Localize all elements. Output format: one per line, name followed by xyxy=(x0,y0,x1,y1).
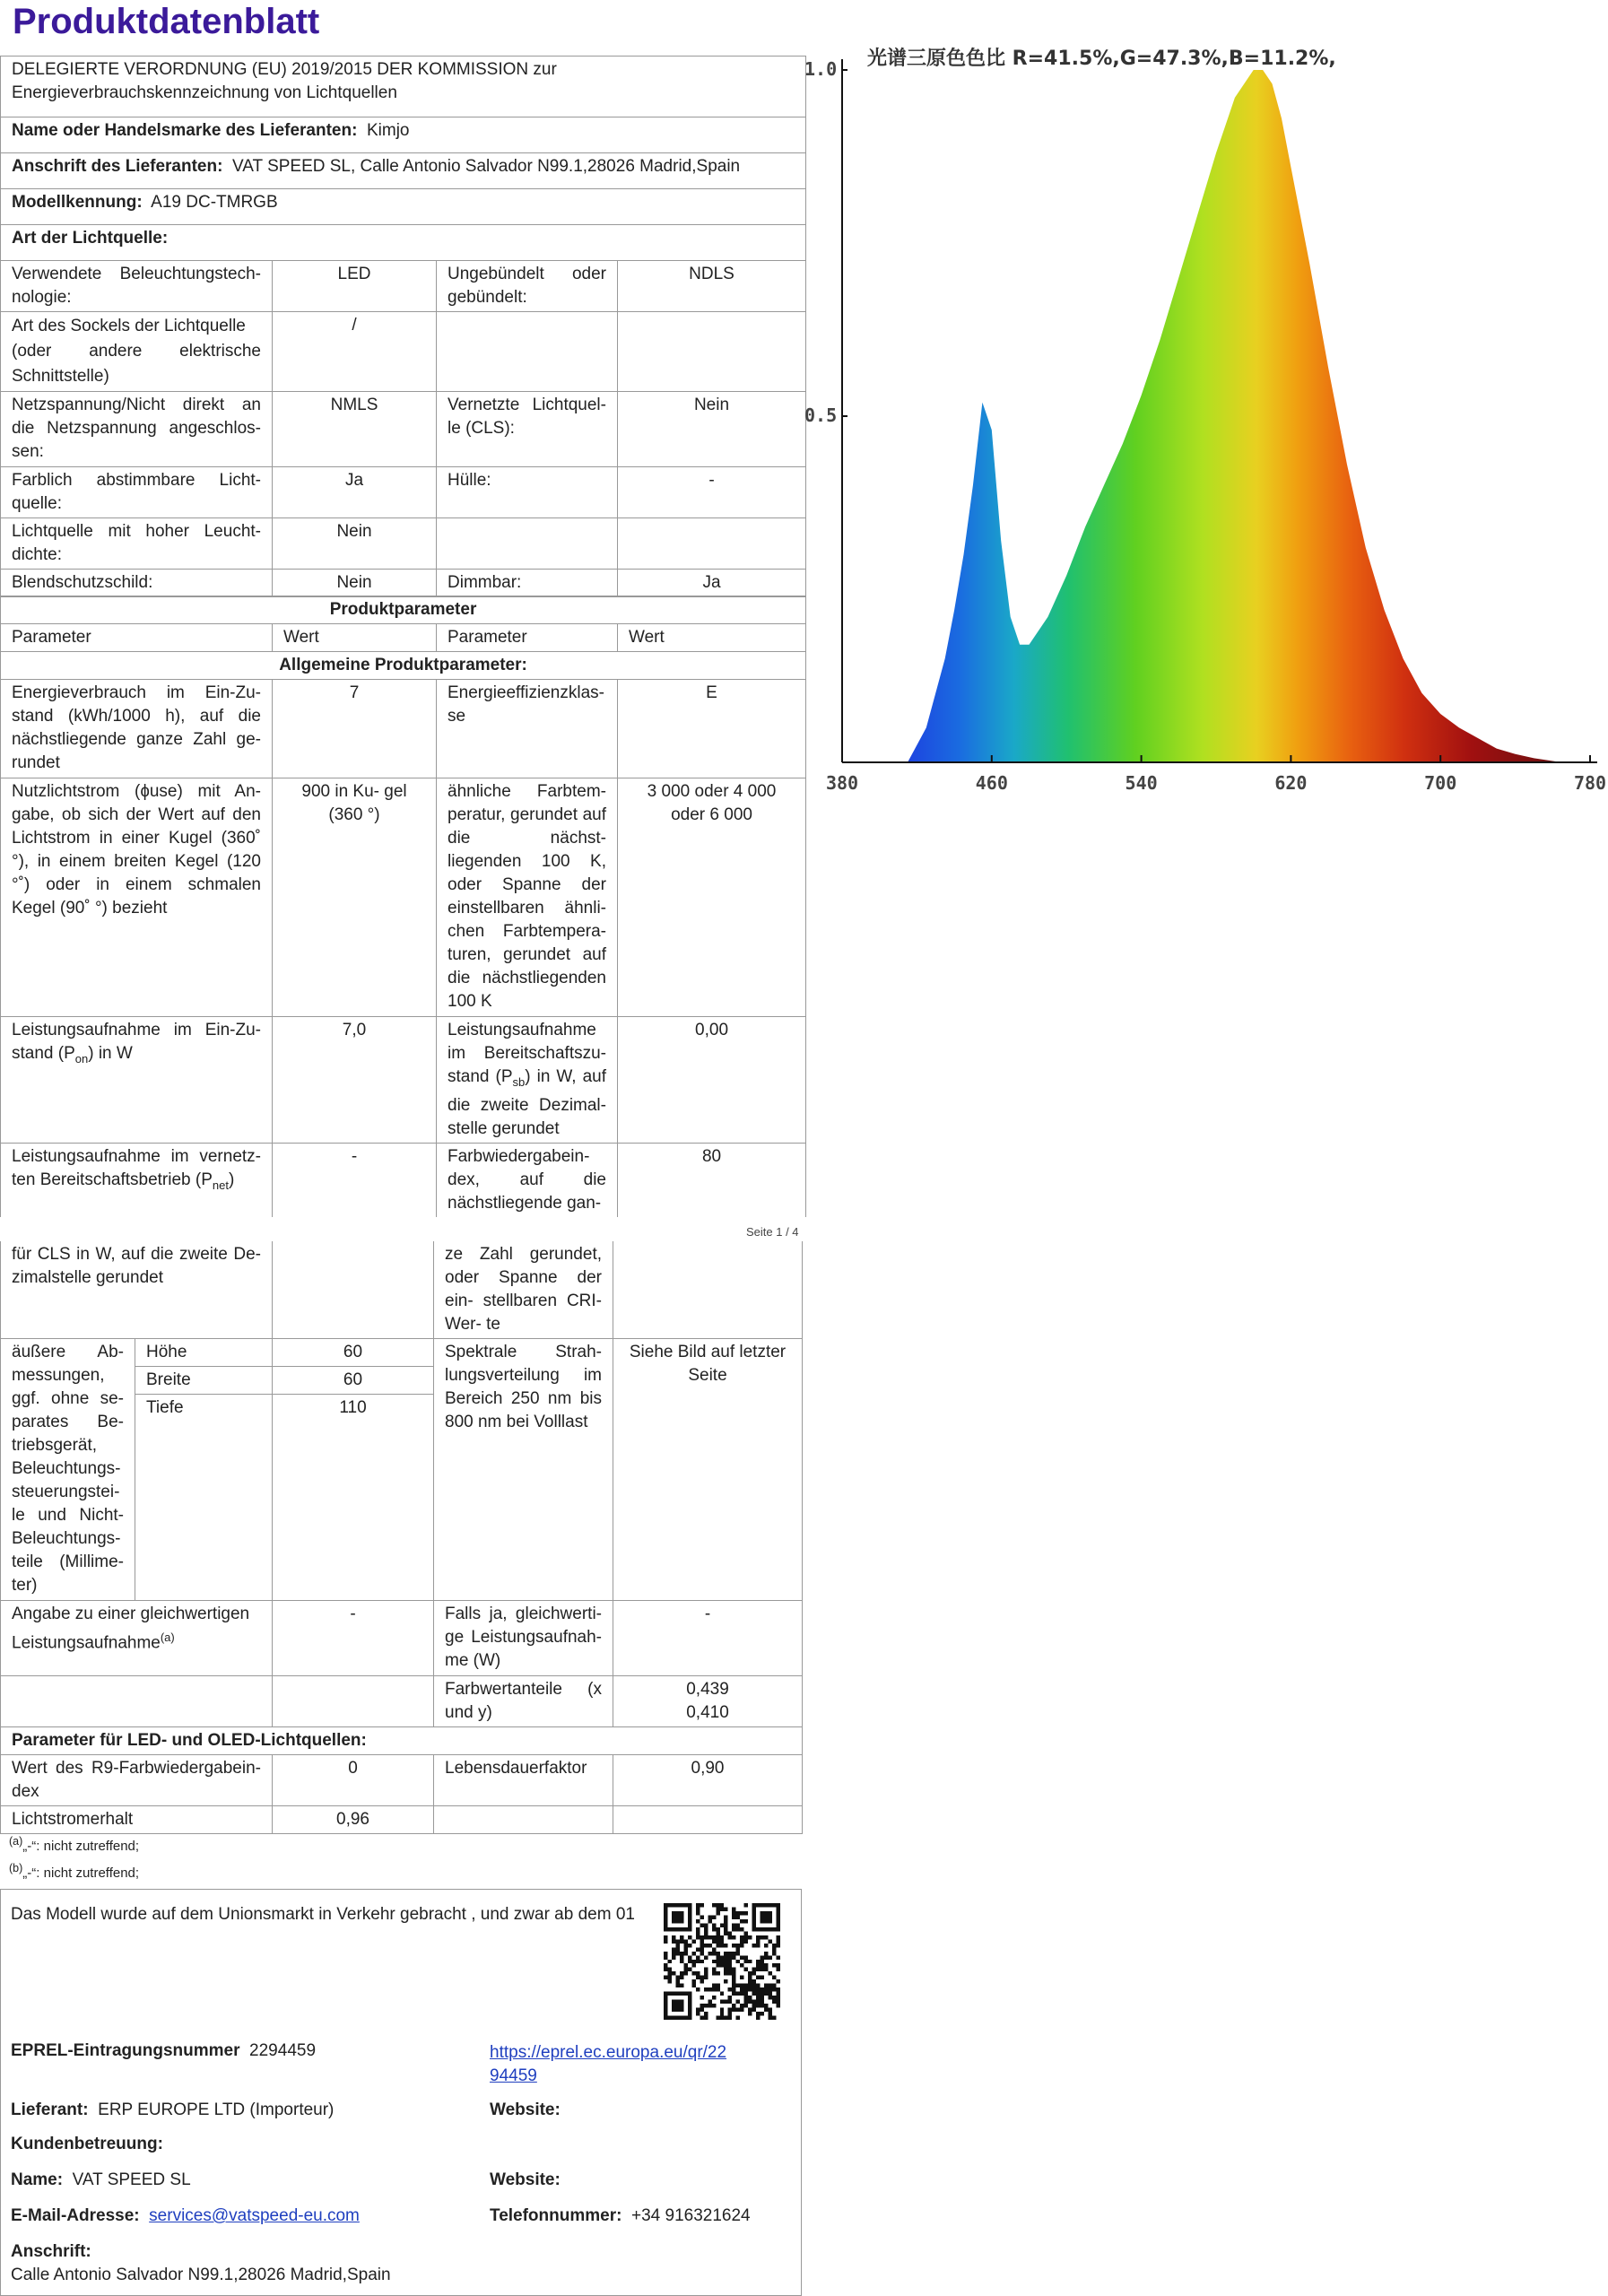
params-table-2 xyxy=(0,1241,803,1834)
lieferant-row xyxy=(11,2100,334,2120)
email-link[interactable]: services@vatspeed-eu.com xyxy=(149,2206,360,2225)
param-label: Wert des R9-Farbwiedergabein- dex xyxy=(1,1755,273,1806)
y-tick-label: 1.0 xyxy=(804,58,838,80)
param-value: - xyxy=(273,1601,434,1676)
footnote xyxy=(9,1835,139,1854)
type-label: Hülle: xyxy=(437,467,618,518)
phone-row xyxy=(490,2206,751,2226)
supplier-name-label: Name oder Handelsmarke des Lieferanten: xyxy=(12,121,358,140)
type-label: Vernetzte Lichtquel- le (CLS): xyxy=(437,392,618,467)
param-label: ähnliche Farbtem- peratur, gerundet auf die nächst- liegenden 100 K, oder Spanne der einstellbaren ähnli- chen Farbtempera- turen, gerundet auf die nächstliegenden 100 K xyxy=(437,778,618,1017)
model-label: Modellkennung: xyxy=(12,193,143,212)
email-row xyxy=(11,2206,360,2226)
dim-label: Tiefe xyxy=(135,1395,273,1601)
param-value: 80 xyxy=(618,1143,806,1217)
param-label xyxy=(437,1017,618,1144)
type-heading: Art der Lichtquelle: xyxy=(1,225,806,261)
eprel-row xyxy=(11,2041,316,2061)
param-label: Nutzlichtstrom (ɸuse) mit An- gabe, ob sich der Wert auf den Lichtstrom in einer Kugel (360˚ °), in einem breiten Kegel (120 °˚) oder in einem schmalen Kegel (90˚ °) bezieht xyxy=(1,778,273,1017)
type-value: Nein xyxy=(273,570,437,597)
type-label: Farblich abstimmbare Licht- quelle: xyxy=(1,467,273,518)
param-value: 0,00 xyxy=(618,1017,806,1144)
param-label: Spektrale Strah- lungsverteilung im Bereich 250 nm bis 800 nm bei Volllast xyxy=(434,1339,613,1601)
x-tick-label: 380 xyxy=(825,772,859,794)
xy-x: 0,439 xyxy=(686,1680,729,1699)
type-value: Ja xyxy=(618,570,806,597)
general-heading: Allgemeine Produktparameter: xyxy=(1,652,806,680)
type-table xyxy=(0,260,806,597)
market-text: Das Modell wurde auf dem Unionsmarkt in Verkehr gebracht , und zwar ab dem 01 xyxy=(11,1905,635,1924)
footnote-marker: (b) xyxy=(9,1862,23,1874)
type-label: Dimmbar: xyxy=(437,570,618,597)
type-value: Nein xyxy=(618,392,806,467)
param-label: Energieverbrauch im Ein-Zu- stand (kWh/1000 h), auf die nächstliegende ganze Zahl ge- rundet xyxy=(1,680,273,778)
params-table-1 xyxy=(0,596,806,1217)
website-label: Website: xyxy=(490,2170,561,2189)
supplier-name: Kimjo xyxy=(366,121,410,140)
phone-label: Telefonnummer: xyxy=(490,2206,622,2225)
type-row xyxy=(1,570,806,597)
x-tick-label: 780 xyxy=(1573,772,1607,794)
type-value: Nein xyxy=(273,518,437,570)
param-label xyxy=(1,1601,273,1676)
address-row xyxy=(1,153,806,189)
param-label xyxy=(1,1017,273,1144)
param-value xyxy=(613,1676,803,1727)
lieferant-value: ERP EUROPE LTD (Importeur) xyxy=(98,2100,335,2119)
qr-code-icon xyxy=(664,1903,780,2020)
param-value: - xyxy=(613,1601,803,1676)
xy-y: 0,410 xyxy=(686,1703,729,1722)
param-label: Lebensdauerfaktor xyxy=(434,1755,613,1806)
x-tick-label: 620 xyxy=(1274,772,1308,794)
x-tick-label: 540 xyxy=(1125,772,1158,794)
spectrum-chart xyxy=(803,13,1608,802)
footnote xyxy=(9,1862,139,1881)
param-value: E xyxy=(618,680,806,778)
type-label: Netzspannung/Nicht direkt an die Netzspannung angeschlos- sen: xyxy=(1,392,273,467)
param-label xyxy=(1,1676,273,1727)
x-tick-label: 700 xyxy=(1424,772,1457,794)
pnet-sub: net xyxy=(212,1178,229,1192)
model-row xyxy=(1,189,806,225)
psb-sub: sb xyxy=(512,1074,526,1089)
spectrum-area xyxy=(908,70,1562,762)
eprel-label: EPREL-Eintragungsnummer xyxy=(11,2041,240,2060)
param-value xyxy=(273,1241,434,1339)
email-label: E-Mail-Adresse: xyxy=(11,2206,140,2225)
eprel-link[interactable] xyxy=(490,2041,726,2088)
param-value xyxy=(273,1676,434,1727)
supplier-name-row xyxy=(1,117,806,153)
footnote-text: „-“: nicht zutreffend; xyxy=(22,1866,140,1881)
type-row xyxy=(1,261,806,312)
param-label: Energieeffizienzklas- se xyxy=(437,680,618,778)
psb-text: ) in W, auf die zweite Dezimal- stelle gerundet xyxy=(448,1067,607,1138)
address: VAT SPEED SL, Calle Antonio Salvador N99.1,28026 Madrid,Spain xyxy=(232,157,741,176)
param-value: 0,96 xyxy=(273,1806,434,1834)
type-row xyxy=(1,518,806,570)
param-value: 7 xyxy=(273,680,437,778)
eprel-link-line[interactable]: https://eprel.ec.europa.eu/qr/22 xyxy=(490,2043,727,2062)
phone-value: +34 916321624 xyxy=(631,2206,751,2225)
chart-title: 光谱三原色色比 R=41.5%,G=47.3%,B=11.2%, xyxy=(867,48,1336,70)
params-heading: Produktparameter xyxy=(1,596,806,624)
website-label: Website: xyxy=(490,2100,561,2119)
param-value xyxy=(613,1241,803,1339)
type-label xyxy=(437,312,618,392)
pnet-text: Leistungsaufnahme im vernetz- ten Bereitschaftsbetrieb (P xyxy=(12,1146,261,1189)
address-label: Anschrift des Lieferanten: xyxy=(12,157,223,176)
equiv-sup: (a) xyxy=(160,1631,175,1644)
regulation-text: DELEGIERTE VERORDNUNG (EU) 2019/2015 DER KOMMISSION zur Energieverbrauchskennzeichnung von Lichtquellen xyxy=(1,57,806,117)
type-value: NDLS xyxy=(618,261,806,312)
kunden-label: Kundenbetreuung: xyxy=(11,2135,163,2153)
param-label xyxy=(434,1806,613,1834)
type-label xyxy=(437,518,618,570)
pon-sub: on xyxy=(74,1051,89,1065)
type-label: Verwendete Beleuchtungstech- nologie: xyxy=(1,261,273,312)
type-label: Art des Sockels der Lichtquelle (oder andere elektrische Schnittstelle) xyxy=(1,312,273,392)
param-value: 3 000 oder 4 000 oder 6 000 xyxy=(618,778,806,1017)
anschrift-value: Calle Antonio Salvador N99.1,28026 Madrid,Spain xyxy=(11,2266,391,2284)
x-tick-label: 460 xyxy=(975,772,1008,794)
param-value: 0 xyxy=(273,1755,434,1806)
psb-text: Leistungsaufnahme im Bereitschaftszu- stand (P xyxy=(448,1021,606,1086)
equiv-text: Angabe zu einer gleichwertigen Leistungsaufnahme xyxy=(12,1605,250,1653)
page-title: Produktdatenblatt xyxy=(13,2,320,41)
lieferant-label: Lieferant: xyxy=(11,2100,89,2119)
type-row xyxy=(1,392,806,467)
led-heading: Parameter für LED- und OLED-Lichtquellen: xyxy=(1,1727,803,1755)
type-value xyxy=(618,518,806,570)
name-label: Name: xyxy=(11,2170,64,2189)
name-row xyxy=(11,2170,191,2190)
col-header: Wert xyxy=(618,624,806,652)
type-row xyxy=(1,467,806,518)
param-value: 0,90 xyxy=(613,1755,803,1806)
type-row xyxy=(1,312,806,392)
param-label: Lichtstromerhalt xyxy=(1,1806,273,1834)
param-label: Falls ja, gleichwerti- ge Leistungsaufnah- me (W) xyxy=(434,1601,613,1676)
header-table xyxy=(0,56,806,261)
type-label: Ungebündelt oder gebündelt: xyxy=(437,261,618,312)
pnet-text: ) xyxy=(228,1170,235,1189)
param-label xyxy=(1,1143,273,1217)
footnote-text: „-“: nicht zutreffend; xyxy=(22,1839,140,1854)
type-value: Ja xyxy=(273,467,437,518)
type-value: - xyxy=(618,467,806,518)
dim-value: 60 xyxy=(273,1367,434,1395)
dim-label: Höhe xyxy=(135,1339,273,1367)
param-label: ze Zahl gerundet, oder Spanne der ein- stellbaren CRI-Wer- te xyxy=(434,1241,613,1339)
param-value xyxy=(613,1806,803,1834)
name-value: VAT SPEED SL xyxy=(72,2170,191,2189)
eprel-value: 2294459 xyxy=(249,2041,317,2060)
dim-label: Breite xyxy=(135,1367,273,1395)
col-header: Parameter xyxy=(437,624,618,652)
param-value: 7,0 xyxy=(273,1017,437,1144)
param-label: Farbwiedergabein- dex, auf die nächstliegende gan- xyxy=(437,1143,618,1217)
col-header: Parameter xyxy=(1,624,273,652)
model: A19 DC-TMRGB xyxy=(151,193,278,212)
pon-text: Leistungsaufnahme im Ein-Zu- stand (P xyxy=(12,1021,261,1063)
type-label: Lichtquelle mit hoher Leucht- dichte: xyxy=(1,518,273,570)
footnote-marker: (a) xyxy=(9,1835,23,1848)
type-value xyxy=(618,312,806,392)
param-label: für CLS in W, auf die zweite De- zimalstelle gerundet xyxy=(1,1241,273,1339)
type-value: LED xyxy=(273,261,437,312)
type-value: NMLS xyxy=(273,392,437,467)
col-header: Wert xyxy=(273,624,437,652)
dimensions-label: äußere Ab- messungen, ggf. ohne se- parates Be- triebsgerät, Beleuchtungs- steuerungstei- le und Nicht- Beleuchtungs- teile (Millime- ter) xyxy=(1,1339,135,1601)
type-value: / xyxy=(273,312,437,392)
y-tick-label: 0.5 xyxy=(804,404,838,426)
eprel-link-line[interactable]: 94459 xyxy=(490,2066,537,2085)
dim-value: 60 xyxy=(273,1339,434,1367)
param-value: Siehe Bild auf letzter Seite xyxy=(613,1339,803,1601)
pon-text: ) in W xyxy=(88,1044,133,1063)
dim-value: 110 xyxy=(273,1395,434,1601)
anschrift-label: Anschrift: xyxy=(11,2242,91,2261)
param-label: Farbwertanteile (x und y) xyxy=(434,1676,613,1727)
param-value: 900 in Ku- gel (360 °) xyxy=(273,778,437,1017)
page-number: Seite 1 / 4 xyxy=(746,1225,799,1239)
type-label: Blendschutzschild: xyxy=(1,570,273,597)
param-value: - xyxy=(273,1143,437,1217)
